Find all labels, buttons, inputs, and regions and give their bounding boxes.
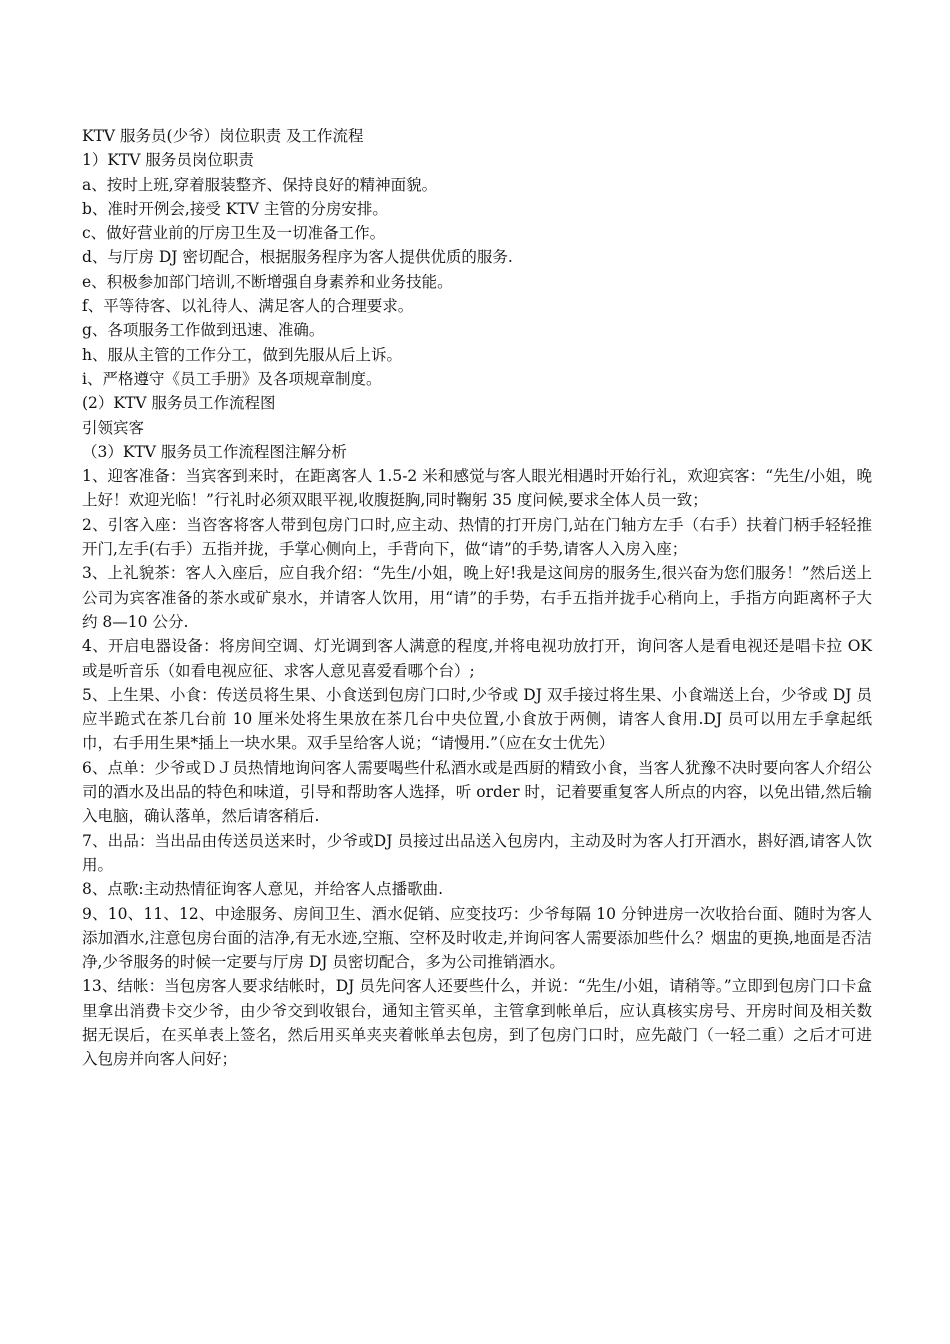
document-title: KTV 服务员(少爷）岗位职责 及工作流程 [82, 127, 364, 145]
step-paragraph: 2、引客入座：当咨客将客人带到包房门口时,应主动、热情的打开房门,站在门轴方左手（右手）扶着门柄手轻轻推开门,左手(右手）五指并拢，手掌心侧向上，手背向下，做“请”的手势,请客人入房入座； [82, 515, 872, 559]
step-paragraph: 3、上礼貌茶：客人入座后，应自我介绍：“先生/小姐，晚上好!我是这间房的服务生,很兴奋为您们服务！”然后送上公司为宾客准备的茶水或矿泉水，并请客人饮用，用“请”的手势，右手五指并拢手心稍向上，手指方向距离杯子大约 8—10 公分. [82, 564, 872, 631]
duty-item: i、严格遵守《员工手册》及各项规章制度。 [82, 369, 382, 388]
section-heading-analysis: （3）KTV 服务员工作流程图注解分析 [82, 442, 347, 461]
step-paragraph: 5、上生果、小食：传送员将生果、小食送到包房门口时,少爷或 DJ 双手接过将生果、小食端送上台，少爷或 DJ 员应半跪式在茶几台前 10 厘米处将生果放在茶几台中央位置,小食放于两侧，请客人食用.DJ 员可以用左手拿起纸巾，右手用生果*插上一块水果。双手呈给客人说；“请慢用.”（应在女士优先） [82, 685, 872, 753]
section-heading-flowchart: (2）KTV 服务员工作流程图 [82, 394, 276, 413]
duty-item: f、平等待客、以礼待人、满足客人的合理要求。 [82, 297, 414, 316]
step-paragraph: 8、点歌:主动热情征询客人意见，并给客人点播歌曲. [82, 880, 444, 899]
step-paragraph: 6、点单：少爷或ＤＪ员热情地询问客人需要喝些什私酒水或是西厨的精致小食，当客人犹豫不决时要向客人介绍公司的酒水及出品的特色和味道，引导和帮助客人选择，听 order 时，记着要重复客人所点的内容，以免出错,然后输入电脑，确认落单，然后请客稍后. [82, 758, 872, 826]
duty-item: h、服从主管的工作分工，做到先服从后上诉。 [82, 345, 402, 364]
step-paragraph: 7、出品：当出品由传送员送来时，少爷或DJ 员接过出品送入包房内，主动及时为客人打开酒水，斟好酒,请客人饮用。 [82, 831, 872, 874]
flow-label: 引领宾客 [82, 418, 145, 437]
step-paragraph: 13、结帐：当包房客人要求结帐时，DJ 员先问客人还要些什么，并说：“先生/小姐，请稍等。”立即到包房门口卡盒里拿出消费卡交少爷，由少爷交到收银台，通知主管买单，主管拿到帐单后，应认真核实房号、开房时间及相关数据无误后，在买单表上签名，然后用买单夹夹着帐单去包房，到了包房门口时，应先敲门（一轻二重）之后才可进入包房并向客人问好； [82, 977, 872, 1069]
duty-item: a、按时上班,穿着服装整齐、保持良好的精神面貌。 [82, 175, 438, 194]
duty-item: b、准时开例会,接受 KTV 主管的分房安排。 [82, 199, 388, 218]
step-paragraph: 4、开启电器设备：将房间空调、灯光调到客人满意的程度,并将电视功放打开，询问客人是看电视还是唱卡拉 OK 或是听音乐（如看电视应征、求客人意见喜爱看哪个台）; [82, 637, 872, 680]
duty-item: d、与厅房 DJ 密切配合，根据服务程序为客人提供优质的服务. [82, 248, 513, 267]
duty-item: g、各项服务工作做到迅速、准确。 [82, 321, 325, 340]
step-paragraph: 9、10、11、12、中途服务、房间卫生、酒水促销、应变技巧：少爷每隔 10 分钟进房一次收拾台面、随时为客人添加酒水,注意包房台面的洁净,有无水迹,空瓶、空杯及时收走,并询问客人需要添加些什么？烟盅的更换,地面是否洁净,少爷服务的时候一定要与厅房 DJ 员密切配合，多为公司推销酒水。 [82, 904, 872, 972]
document-body [82, 124, 872, 1072]
section-heading-duties: 1）KTV 服务员岗位职责 [82, 151, 254, 170]
duty-item: c、做好营业前的厅房卫生及一切准备工作。 [82, 224, 386, 243]
duty-item: e、积极参加部门培训,不断增强自身素养和业务技能。 [82, 272, 453, 291]
step-paragraph: 1、迎客准备：当宾客到来时，在距离客人 1.5-2 米和感觉与客人眼光相遇时开始行礼，欢迎宾客：“先生/小姐，晚上好！欢迎光临！”行礼时必须双眼平视,收腹挺胸,同时鞠躬 35 度问候,要求全体人员一致； [82, 467, 872, 510]
